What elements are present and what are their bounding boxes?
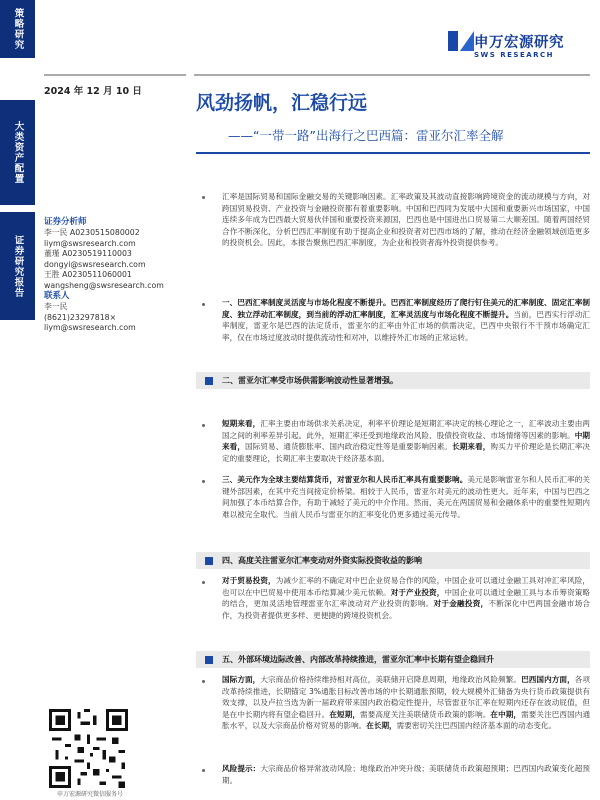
analyst-line: 王胜 A0230511060001 xyxy=(44,270,132,279)
sidebar-tab-report: 证券研究报告 xyxy=(0,212,35,320)
summary-paragraph: 短期来看，汇率主要由市场供求关系决定，利率平价理论是短期汇率决定的核心理论之一，汇率波动主要由两国之间的利率差异引起。此外，短期汇率还受到地缘政治风险、股债投资收益、市场情绪等因素的影响。中期来看，国际贸易、通货膨胀率、国内政治稳定性等是重要影响因素。长期来看，购买力平价理论是长期汇率决定的重要理论，长期汇率主要取决于经济基本面。 xyxy=(222,419,591,463)
summary-paragraph: 对于贸易投资，为减少汇率的不确定对中巴企业贸易合作的风险，中国企业可以通过金融工具对冲汇率风险，也可以在中巴贸易中使用本币结算减少美元依赖。对于产业投资，中国企业可以通过金融工具与本币筹资策略的结合，更加灵活地管理雷亚尔汇率波动对产业投资的影响。对于金融投资，不断深化中巴两国金融市场合作，为投资者提供更多样、更便捷的跨境投资机会。 xyxy=(222,576,591,620)
summary-paragraph: 国际方面，大宗商品价格持续维持相对高位，美联储开启降息周期，地缘政治风险频繁。巴西国内方面，各项改革持续推进，长期锚定 3%通胀目标改善市场的中长期通胀预期，较大规模外汇储备为央行货币政策提供有效支撑，以及卢拉当选为新一届政府带来国内政治稳定性提升，尽管雷亚尔汇率在短期内还存在波动屁值，但是在中长期内将有望企稳回升。在短期，需要高度关注美联储货币政策的影响。在中期，需要关注巴西国内通胀水平，以及大宗商品价格对贸易的影响。在长期，需要密切关注巴西国内经济基本面的动态变化。 xyxy=(222,675,591,731)
risk-paragraph: 风险提示：大宗商品价格异常波动风险；地缘政治冲突升级；美联储货币政策超预期；巴西国内政策变化超预期。 xyxy=(222,764,590,785)
analyst-email: wangsheng@swsresearch.com xyxy=(44,280,164,290)
sidebar-tab-asset-allocation: 大类资产配置 xyxy=(0,100,35,205)
wechat-qr-code[interactable] xyxy=(49,709,128,788)
section-square-icon xyxy=(205,377,213,385)
section-header: 五、外部环境边际改善、内部改革持续推进，雷亚尔汇率中长期有望企稳回升 xyxy=(196,651,590,668)
brand-name: 申万宏源研究 xyxy=(474,35,564,51)
analyst-line: 李一民 A0230515080002 xyxy=(44,228,140,237)
report-date: 2024 年 12 月 10 日 xyxy=(44,86,142,97)
contact-email: liym@swsresearch.com xyxy=(44,323,136,332)
sidebar-tab-strategy: 策略研究 xyxy=(0,0,35,58)
brand-name-en: SWS RESEARCH xyxy=(474,51,555,59)
brand-logo xyxy=(448,31,588,65)
contact-phone: (8621)23297818× xyxy=(44,312,117,322)
section-header: 四、高度关注雷亚尔汇率变动对外资实际投资收益的影响 xyxy=(196,552,590,569)
analyst-info xyxy=(44,217,189,334)
analyst-email: dongyi@swsresearch.com xyxy=(44,259,146,269)
section-square-icon xyxy=(205,656,213,664)
report-subtitle: ——“一带一路”出海行之巴西篇：雷亚尔汇率全解 xyxy=(228,128,504,143)
logo-mark-icon xyxy=(448,31,458,51)
summary-paragraph: 汇率是国际贸易和国际金融交易的关键影响因素。汇率政策及其波动直接影响跨境资金的流动规模与方向，对跨国贸易投资、产业投资与金融投资都有着重要影响。中国和巴西同为发展中大国和重要新兴市场国家，中国连续多年成为巴西最大贸易伙伴国和重要投资来源国，巴西也是中国进出口贸易第二大顺差国。随着两国经贸合作不断深化，分析巴西汇率制度有助于提高企业和投资者对巴西市场的了解，推动在经济金融领域创造更多的投资机会。因此，本报告聚焦巴西汇率制度，为企业和投资者海外投资提供参考。 xyxy=(222,192,590,248)
logo-triangle-icon xyxy=(460,31,474,51)
report-title: 风劲扬帆，汇稳行远 xyxy=(196,92,368,114)
header-divider-right xyxy=(194,74,590,76)
analyst-line: 董瑾 A0230519110003 xyxy=(44,249,132,258)
summary-paragraph: 一、巴西汇率制度灵活度与市场化程度不断提升。巴西汇率制度经历了爬行钉住美元的汇率制度、固定汇率制度、独立浮动汇率制度，到当前的浮动汇率制度，汇率灵活度与市场化程度不断提升。当前，巴西实行浮动汇率制度，雷亚尔是巴西的法定货币，雷亚尔的汇率由外汇市场的供需决定，巴西中央银行不干预市场确定汇率，仅在市场过度波动时提供流动性和对冲，以维持外汇市场的正常运转。 xyxy=(222,298,590,342)
qr-caption: 申万宏源研究微信服务号 xyxy=(56,791,123,798)
section-header: 二、雷亚尔汇率受市场供需影响波动性显著增强。 xyxy=(196,372,590,389)
contact-line: 李一民 xyxy=(44,302,68,311)
analyst-heading: 证券分析师 xyxy=(44,217,87,227)
analyst-email: liym@swsresearch.com xyxy=(44,238,136,248)
title-underline xyxy=(196,152,590,154)
contact-heading: 联系人 xyxy=(44,291,70,301)
summary-paragraph: 三、美元作为全球主要结算货币，对雷亚尔和人民币汇率具有重要影响。美元是影响雷亚尔和人民币汇率的关键外部因素，在其中充当间接定价桥梁。相较于人民币，雷亚尔对美元的波动性更大。近年来，中国与巴西之间加强了本币结算合作，有助于减轻了美元的中介作用。然而，美元在两国贸易和金融体系中的重要性短期内难以被完全取代。当前人民币与雷亚尔的汇率变化仍更多通过美元传导。 xyxy=(222,475,591,519)
header-divider-left xyxy=(44,74,186,76)
section-square-icon xyxy=(205,557,213,565)
